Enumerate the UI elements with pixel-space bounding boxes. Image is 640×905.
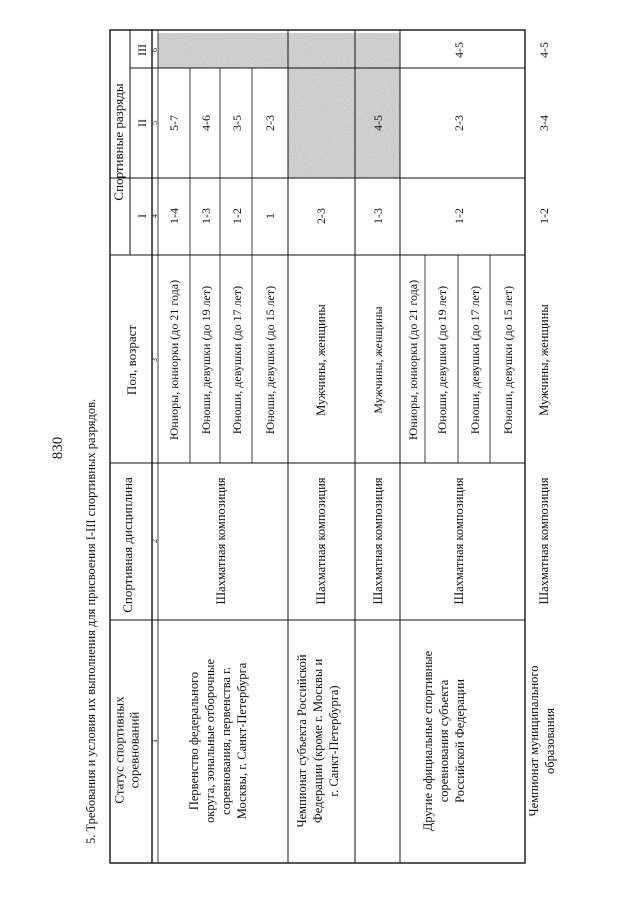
rank-2-cell: 3-5 [230,115,244,131]
status-cell: Чемпионат субъекта Российской Федерации (кроме г. Москвы и г. Санкт-Петербурга) [295,654,341,828]
discipline-cell: Шахматная композиция [537,477,551,605]
rank-1-cell: 1-4 [167,208,181,224]
gender-age-cell: Юноши, девушки (до 15 лет) [501,285,515,435]
gender-age-cell: Юноши, девушки (до 19 лет) [199,285,213,435]
col-num-6: 6 [150,48,159,52]
header-gender-age: Пол, возраст [124,324,139,396]
discipline-cell: Шахматная композиция [214,477,228,605]
col-num-5: 5 [150,121,159,125]
rank-2-cell: 2-3 [263,115,277,131]
rank-3-cell: 4-5 [452,42,466,58]
col-num-4: 4 [150,214,159,218]
gender-age-cell: Юноши, девушки (до 15 лет) [263,285,277,435]
col-num-2: 2 [150,539,159,543]
gender-age-cell: Юниоры, юниорки (до 21 года) [167,279,181,441]
rank-1-cell: 1-2 [452,208,466,224]
rank-2-cell: 5-7 [167,115,181,131]
discipline-cell: Шахматная композиция [371,477,385,605]
rank-2-cell: 4-6 [199,115,213,131]
page-number: 830 [50,436,66,460]
header-rank-2: II [135,119,149,127]
rank-1-cell: 1-3 [371,208,385,224]
header-ranks: Спортивные разряды [111,83,126,201]
header-rank-1: I [135,214,149,218]
gender-age-cell: Юниоры, юниорки (до 21 года) [406,279,420,441]
status-cell: Первенство федерального округа, зональные отборочные соревнования, первенства г. Москвы, г. Санкт-Петербурга [187,658,249,824]
rank-3-cell: 4-5 [537,42,551,58]
gender-age-cell: Мужчины, женщины [314,304,328,416]
rank-2-cell: 2-3 [452,115,466,131]
header-status-line: Статус спортивныхсоревнований [111,696,142,804]
header-rank-3: III [135,44,149,56]
gender-age-cell: Юноши, девушки (до 17 лет) [468,285,482,435]
rank-1-cell: 1-3 [199,208,213,224]
rank-1-cell: 2-3 [314,208,328,224]
status-cell: Другие официальные спортивные соревнования субъекта Российской Федерации [421,650,467,832]
gender-age-cell: Юноши, девушки (до 19 лет) [435,285,449,435]
gender-age-cell: Мужчины, женщины [537,304,551,416]
gender-age-cell: Юноши, девушки (до 17 лет) [230,285,244,435]
col-num-1: 1 [150,739,159,743]
status-cell: Чемпионат муниципального образования [527,665,557,817]
rank-1-cell: 1 [263,213,277,219]
discipline-cell: Шахматная композиция [314,477,328,605]
discipline-cell: Шахматная композиция [452,477,466,605]
col-num-3: 3 [150,358,159,362]
gender-age-cell: Мужчины, женщины [371,306,385,414]
rank-2-cell: 3-4 [537,115,551,131]
section-caption: 5. Требования и условия их выполнения для присвоения I-III спортивных разрядов. [84,398,98,844]
rank-1-cell: 1-2 [230,208,244,224]
header-discipline: Спортивная дисциплина [120,477,135,613]
rank-2-cell: 4-5 [371,115,385,131]
rank-1-cell: 1-2 [537,208,551,224]
